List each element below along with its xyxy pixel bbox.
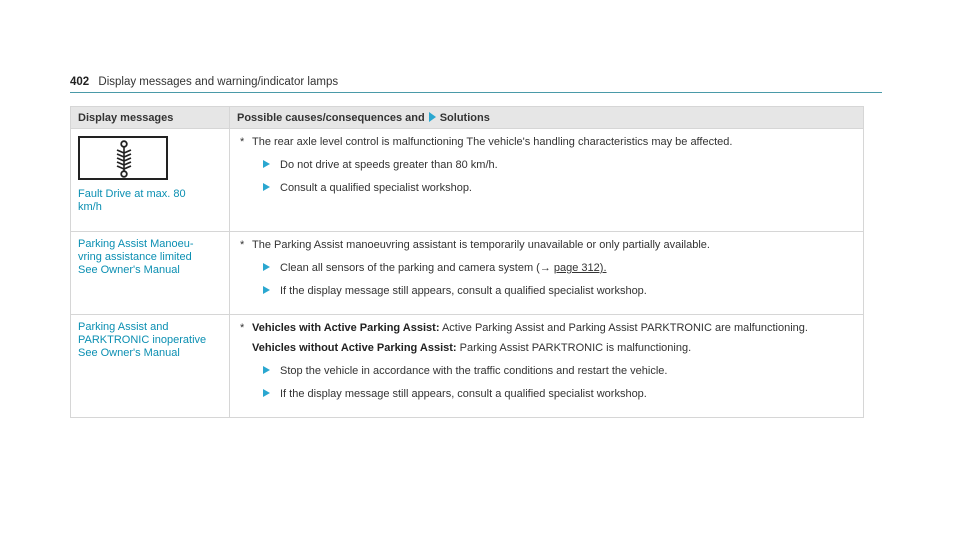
display-message-cell — [71, 232, 230, 315]
rear-axle-steering-warning-icon — [78, 136, 168, 180]
step-text: If the display message still appears, consult a qualified specialist workshop. — [280, 388, 647, 400]
cause-text — [237, 135, 856, 149]
solution-cell — [230, 232, 864, 315]
header-rule — [70, 92, 882, 93]
step-text: Consult a qualified specialist workshop. — [280, 182, 472, 194]
cause-text — [237, 238, 856, 252]
cause-text — [237, 341, 856, 355]
step-arrow-icon — [263, 286, 270, 294]
display-message-line: See Owner's Manual — [78, 264, 180, 276]
step-arrow-icon — [263, 263, 270, 271]
solution-step — [237, 284, 856, 298]
column-header-solutions-label: Solutions — [439, 111, 490, 124]
step-arrow-icon — [263, 183, 270, 191]
solution-step — [237, 181, 856, 195]
cause-description: The Parking Assist manoeuvring assistant is temporarily unavailable or only partially available. — [252, 239, 710, 251]
table-row — [71, 129, 864, 232]
display-message-line: vring assistance limited — [78, 251, 192, 263]
solution-arrow-icon — [429, 112, 436, 122]
step-arrow-icon — [263, 366, 270, 374]
cause-marker: * — [240, 239, 245, 251]
display-message-line: km/h — [78, 201, 102, 213]
display-message-cell — [71, 315, 230, 418]
display-message-line: See Owner's Manual — [78, 347, 180, 359]
column-header-causes — [230, 107, 864, 129]
table-row — [71, 315, 864, 418]
display-message-line: Parking Assist and — [78, 321, 169, 333]
step-text: If the display message still appears, consult a qualified specialist workshop. — [280, 285, 647, 297]
cause-description: The rear axle level control is malfunctioning The vehicle's handling characteristics may be affected. — [252, 136, 733, 148]
cause-marker: * — [240, 322, 245, 334]
solution-step — [237, 158, 856, 172]
page-header — [70, 76, 338, 88]
step-text: Do not drive at speeds greater than 80 km/h. — [280, 159, 498, 171]
cause-text — [237, 321, 856, 335]
display-message-cell — [71, 129, 230, 232]
solution-step — [237, 261, 856, 275]
solution-cell — [230, 129, 864, 232]
table-row — [71, 232, 864, 315]
page-title: Display messages and warning/indicator lamps — [98, 76, 339, 88]
display-message-line: Fault Drive at max. 80 — [78, 188, 186, 200]
column-header-display: Display messages — [71, 107, 230, 129]
cause-label: Vehicles with Active Parking Assist: — [252, 322, 440, 334]
display-message-line: PARKTRONIC inoperative — [78, 334, 207, 346]
cause-label: Vehicles without Active Parking Assist: — [252, 342, 457, 354]
solution-cell — [230, 315, 864, 418]
step-text: Clean all sensors of the parking and camera system ( — [280, 262, 540, 274]
display-messages-table — [70, 106, 864, 418]
page-number: 402 — [70, 76, 90, 88]
cause-marker: * — [240, 136, 245, 148]
solution-step — [237, 387, 856, 401]
step-text: Stop the vehicle in accordance with the traffic conditions and restart the vehicle. — [280, 365, 668, 377]
table-header-row — [71, 107, 864, 129]
solution-step — [237, 364, 856, 378]
step-arrow-icon — [263, 389, 270, 397]
cause-description: Parking Assist PARKTRONIC is malfunctioning. — [459, 342, 692, 354]
step-arrow-icon — [263, 160, 270, 168]
page-reference-link[interactable]: page 312). — [553, 262, 607, 274]
display-message-line: Parking Assist Manoeu- — [78, 238, 194, 250]
page-reference-arrow-icon: → — [539, 262, 551, 274]
column-header-causes-label: Possible causes/consequences and — [237, 111, 425, 124]
cause-description: Active Parking Assist and Parking Assist PARKTRONIC are malfunctioning. — [441, 322, 808, 334]
